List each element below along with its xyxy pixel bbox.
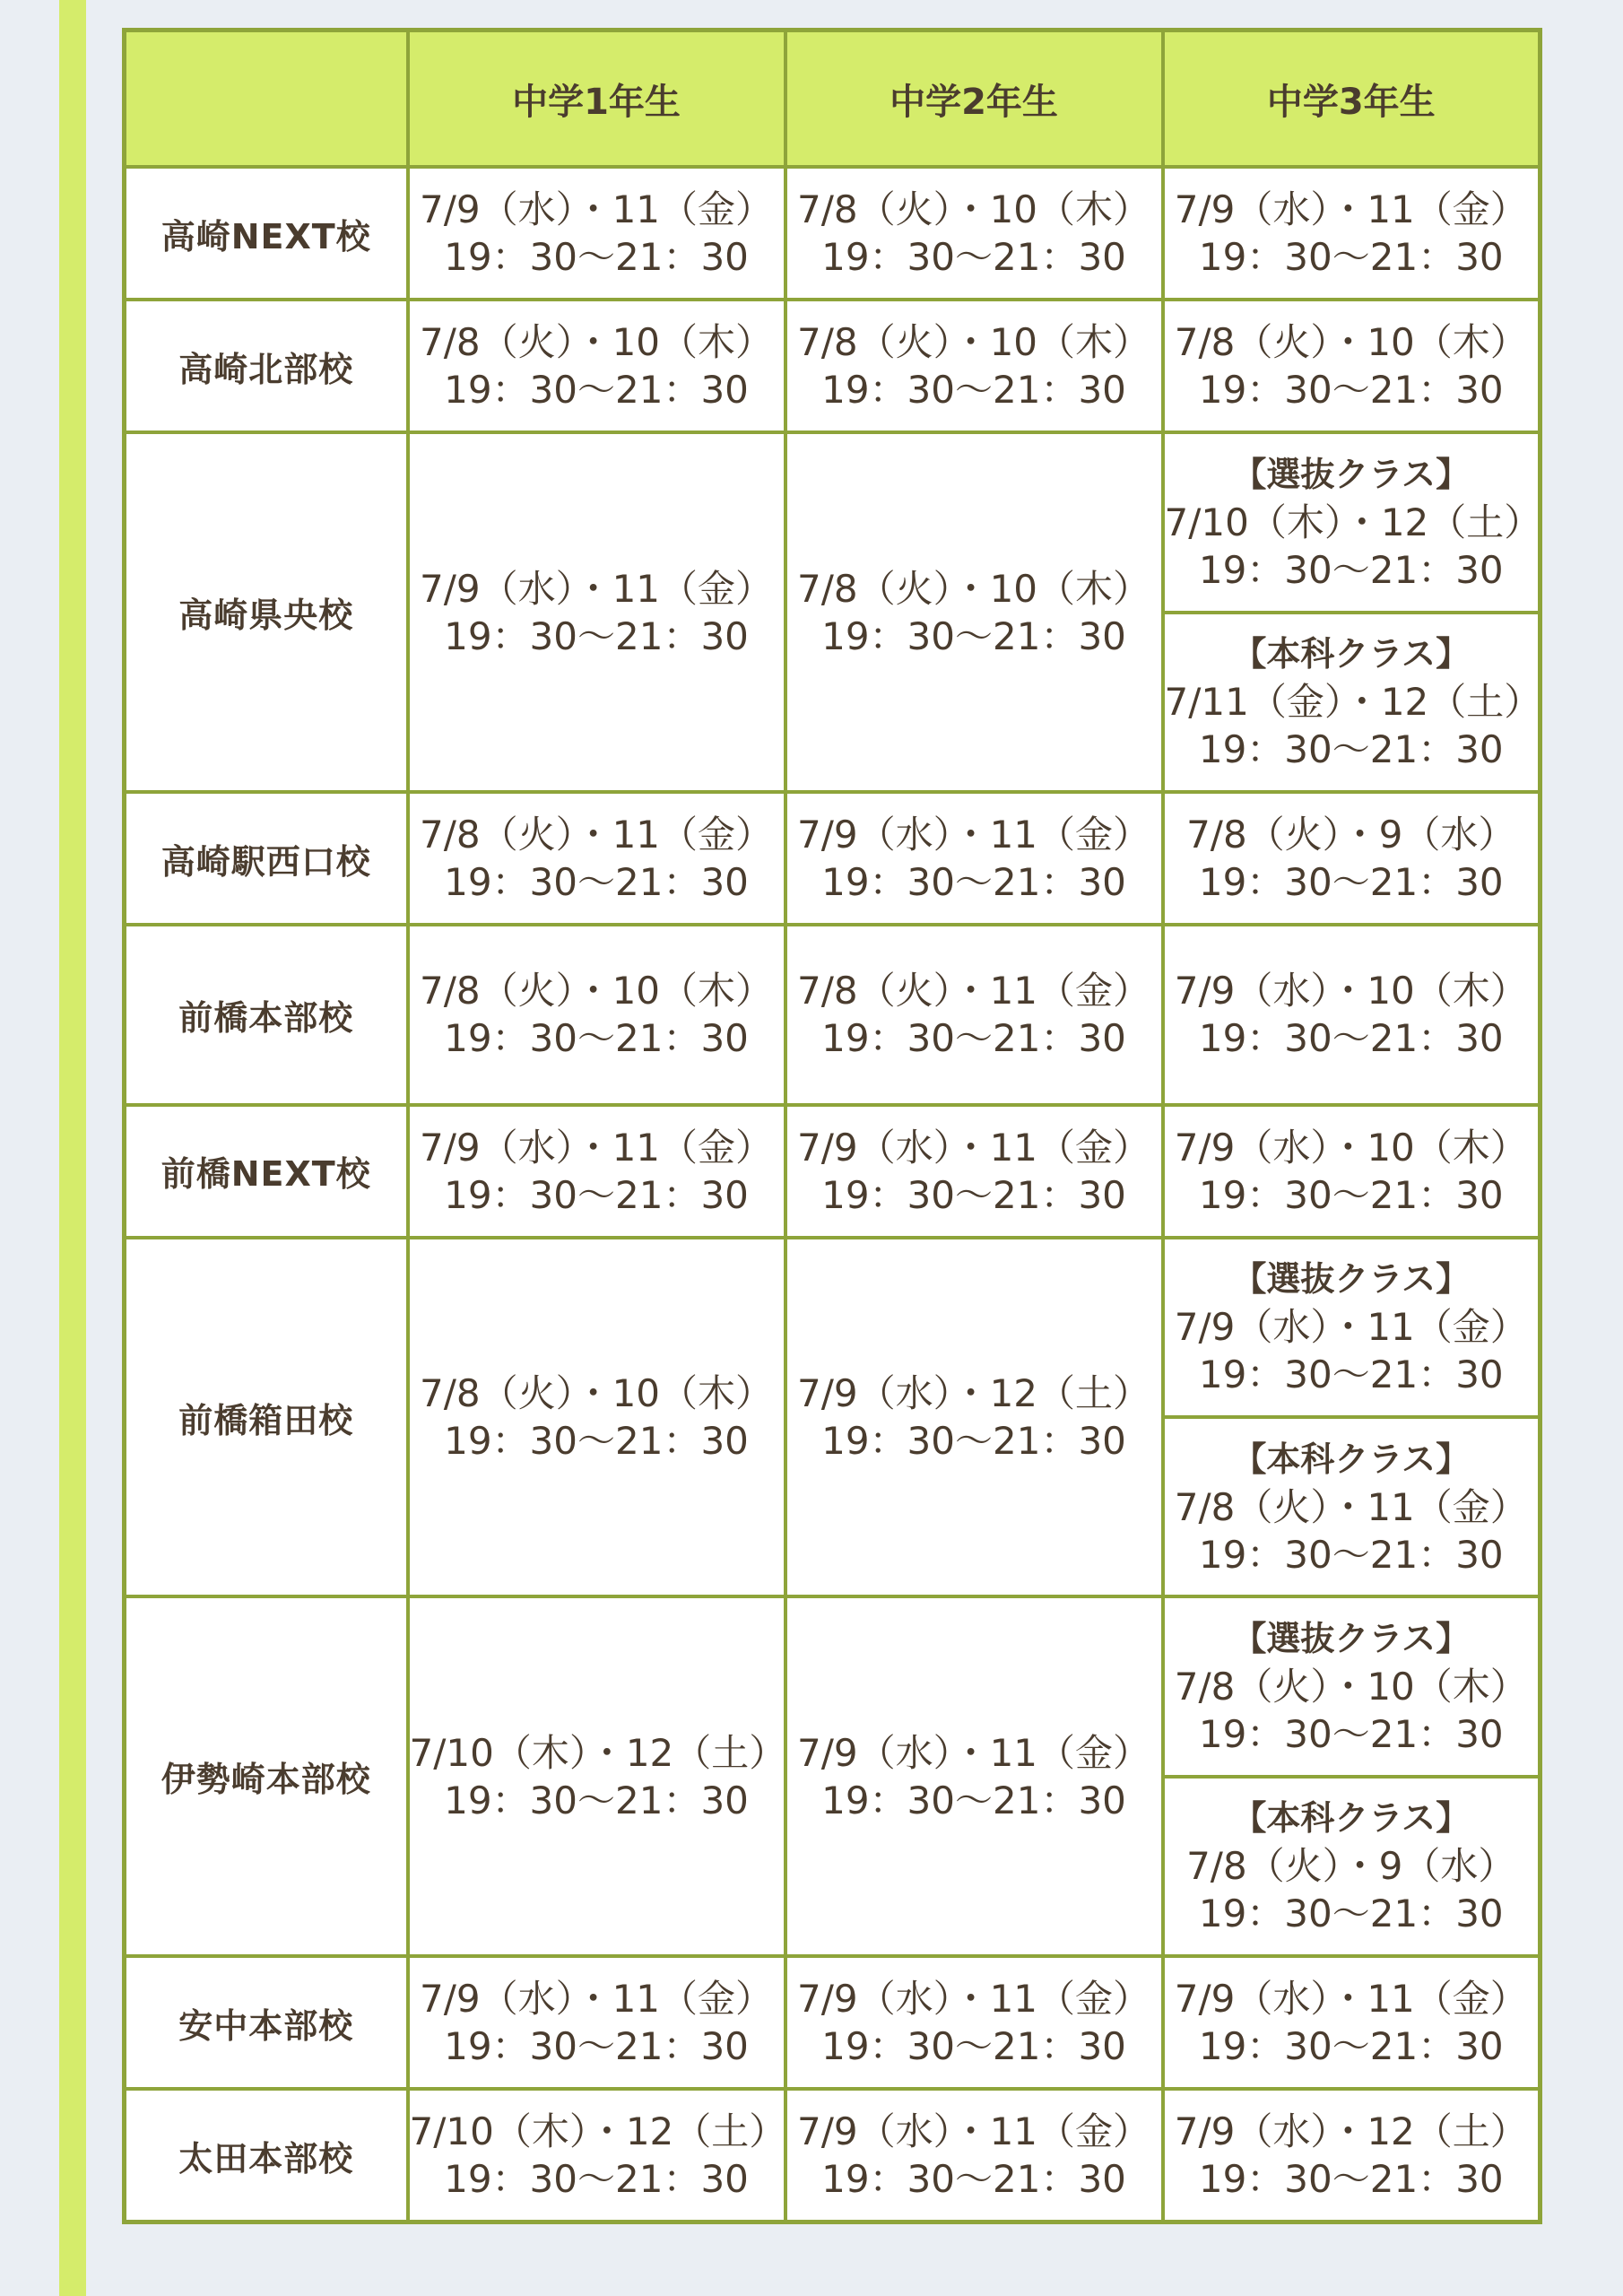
time: 19：30〜21：30: [444, 2024, 749, 2069]
school-name: 前橋本部校: [125, 925, 408, 1104]
schedule-cell-regular: [1163, 1417, 1541, 1596]
date: 7/8（火）・10（木）: [796, 187, 1151, 232]
schedule-cell: [408, 432, 785, 792]
time: 19：30〜21：30: [821, 235, 1126, 280]
date: 7/9（水）・11（金）: [796, 2109, 1151, 2154]
time: 19：30〜21：30: [444, 1778, 749, 1822]
date: 7/8（火）・10（木）: [796, 566, 1151, 611]
school-name: 太田本部校: [125, 2089, 408, 2222]
time: 19：30〜21：30: [821, 368, 1126, 413]
left-accent-bar: [59, 0, 86, 2296]
date: 7/8（火）・10（木）: [1174, 1665, 1528, 1709]
school-name: 高崎県央校: [125, 432, 408, 792]
date: 7/10（木）・12（土）: [409, 1730, 787, 1775]
schedule-cell: [1163, 792, 1541, 925]
time: 19：30〜21：30: [1198, 1352, 1504, 1397]
header-grade-1: 中学1年生: [408, 30, 785, 168]
time: 19：30〜21：30: [821, 1172, 1126, 1217]
time: 19：30〜21：30: [1198, 1892, 1504, 1936]
school-name: 伊勢崎本部校: [125, 1596, 408, 1956]
schedule-cell: [785, 1596, 1163, 1956]
date: 7/8（火）・10（木）: [419, 969, 774, 1013]
schedule-cell: [408, 792, 785, 925]
date: 7/8（火）・9（水）: [1186, 813, 1516, 857]
date: 7/9（水）・11（金）: [1174, 1305, 1528, 1350]
date: 7/9（水）・10（木）: [1174, 969, 1528, 1013]
schedule-cell: [1163, 167, 1541, 300]
schedule-cell: [408, 1238, 785, 1597]
class-label: 【本科クラス】: [1232, 634, 1471, 674]
date: 7/9（水）・11（金）: [796, 813, 1151, 857]
header-grade-2: 中学2年生: [785, 30, 1163, 168]
date: 7/9（水）・10（木）: [1174, 1125, 1528, 1170]
schedule-cell: [785, 792, 1163, 925]
schedule-cell: [785, 925, 1163, 1104]
school-name: 高崎北部校: [125, 300, 408, 432]
schedule-cell-selective: [1163, 432, 1541, 612]
time: 19：30〜21：30: [821, 1778, 1126, 1822]
date: 7/9（水）・11（金）: [796, 1125, 1151, 1170]
table-row: [125, 1105, 1541, 1238]
time: 19：30〜21：30: [444, 2157, 749, 2202]
time: 19：30〜21：30: [444, 1172, 749, 1217]
time: 19：30〜21：30: [444, 860, 749, 905]
school-name: 前橋箱田校: [125, 1238, 408, 1597]
table-row: [125, 925, 1541, 1104]
table-row: [125, 300, 1541, 432]
schedule-cell: [1163, 300, 1541, 432]
schedule-cell: [785, 2089, 1163, 2222]
time: 19：30〜21：30: [444, 368, 749, 413]
date: 7/9（水）・11（金）: [1174, 187, 1528, 232]
schedule-cell: [785, 300, 1163, 432]
schedule-cell: [785, 1238, 1163, 1597]
table-row: [125, 2089, 1541, 2222]
date: 7/8（火）・11（金）: [419, 813, 774, 857]
header-corner: [125, 30, 408, 168]
time: 19：30〜21：30: [1198, 235, 1504, 280]
time: 19：30〜21：30: [821, 613, 1126, 658]
time: 19：30〜21：30: [821, 2024, 1126, 2069]
time: 19：30〜21：30: [1198, 727, 1504, 772]
time: 19：30〜21：30: [444, 1419, 749, 1464]
time: 19：30〜21：30: [444, 235, 749, 280]
school-name: 高崎NEXT校: [125, 167, 408, 300]
schedule-cell: [408, 167, 785, 300]
schedule-cell: [408, 2089, 785, 2222]
time: 19：30〜21：30: [1198, 860, 1504, 905]
time: 19：30〜21：30: [1198, 1016, 1504, 1061]
time: 19：30〜21：30: [821, 860, 1126, 905]
table-row: [125, 1956, 1541, 2089]
class-label: 【選抜クラス】: [1232, 1259, 1471, 1300]
schedule-cell: [408, 1596, 785, 1956]
class-label: 【選抜クラス】: [1232, 1619, 1471, 1658]
date: 7/8（火）・9（水）: [1186, 1844, 1516, 1889]
time: 19：30〜21：30: [1198, 1532, 1504, 1577]
class-label: 【本科クラス】: [1232, 1798, 1471, 1839]
table-row: [125, 1596, 1541, 1776]
schedule-cell-selective: [1163, 1596, 1541, 1776]
schedule-cell-selective: [1163, 1238, 1541, 1417]
date: 7/9（水）・11（金）: [419, 566, 774, 611]
schedule-cell: [1163, 925, 1541, 1104]
time: 19：30〜21：30: [1198, 1172, 1504, 1217]
time: 19：30〜21：30: [1198, 2157, 1504, 2202]
date: 7/9（水）・11（金）: [1174, 1977, 1528, 2022]
school-name: 前橋NEXT校: [125, 1105, 408, 1238]
schedule-table: [122, 28, 1542, 2224]
schedule-cell: [785, 167, 1163, 300]
time: 19：30〜21：30: [1198, 368, 1504, 413]
table-row: [125, 167, 1541, 300]
time: 19：30〜21：30: [821, 2157, 1126, 2202]
schedule-cell: [408, 300, 785, 432]
date: 7/8（火）・11（金）: [796, 969, 1151, 1013]
schedule-cell: [408, 1956, 785, 2089]
date: 7/11（金）・12（土）: [1164, 680, 1542, 725]
date: 7/9（水）・11（金）: [419, 1125, 774, 1170]
date: 7/9（水）・11（金）: [419, 187, 774, 232]
table-row: [125, 1238, 1541, 1417]
date: 7/8（火）・10（木）: [796, 320, 1151, 365]
header-grade-3: 中学3年生: [1163, 30, 1541, 168]
date: 7/8（火）・10（木）: [419, 320, 774, 365]
schedule-cell: [785, 1956, 1163, 2089]
date: 7/8（火）・10（木）: [419, 1371, 774, 1416]
time: 19：30〜21：30: [444, 1016, 749, 1061]
table-row: [125, 792, 1541, 925]
time: 19：30〜21：30: [1198, 1712, 1504, 1756]
schedule-cell: [1163, 1105, 1541, 1238]
date: 7/10（木）・12（土）: [409, 2109, 787, 2154]
date: 7/9（水）・11（金）: [419, 1977, 774, 2022]
date: 7/8（火）・11（金）: [1174, 1484, 1528, 1529]
date: 7/10（木）・12（土）: [1164, 500, 1542, 545]
date: 7/9（水）・11（金）: [796, 1730, 1151, 1775]
time: 19：30〜21：30: [444, 613, 749, 658]
time: 19：30〜21：30: [1198, 548, 1504, 593]
time: 19：30〜21：30: [821, 1016, 1126, 1061]
class-label: 【本科クラス】: [1232, 1439, 1471, 1479]
schedule-cell: [785, 1105, 1163, 1238]
class-label: 【選抜クラス】: [1232, 455, 1471, 495]
school-name: 高崎駅西口校: [125, 792, 408, 925]
schedule-cell-regular: [1163, 1777, 1541, 1956]
schedule-cell: [1163, 2089, 1541, 2222]
schedule-cell: [1163, 1956, 1541, 2089]
date: 7/9（水）・12（土）: [1174, 2109, 1528, 2154]
school-name: 安中本部校: [125, 1956, 408, 2089]
schedule-cell-regular: [1163, 613, 1541, 792]
schedule-cell: [785, 432, 1163, 792]
date: 7/9（水）・11（金）: [796, 1977, 1151, 2022]
schedule-cell: [408, 1105, 785, 1238]
date: 7/8（火）・10（木）: [1174, 320, 1528, 365]
header-row: [125, 30, 1541, 168]
time: 19：30〜21：30: [821, 1419, 1126, 1464]
schedule-cell: [408, 925, 785, 1104]
time: 19：30〜21：30: [1198, 2024, 1504, 2069]
date: 7/9（水）・12（土）: [796, 1371, 1151, 1416]
table-row: [125, 432, 1541, 612]
